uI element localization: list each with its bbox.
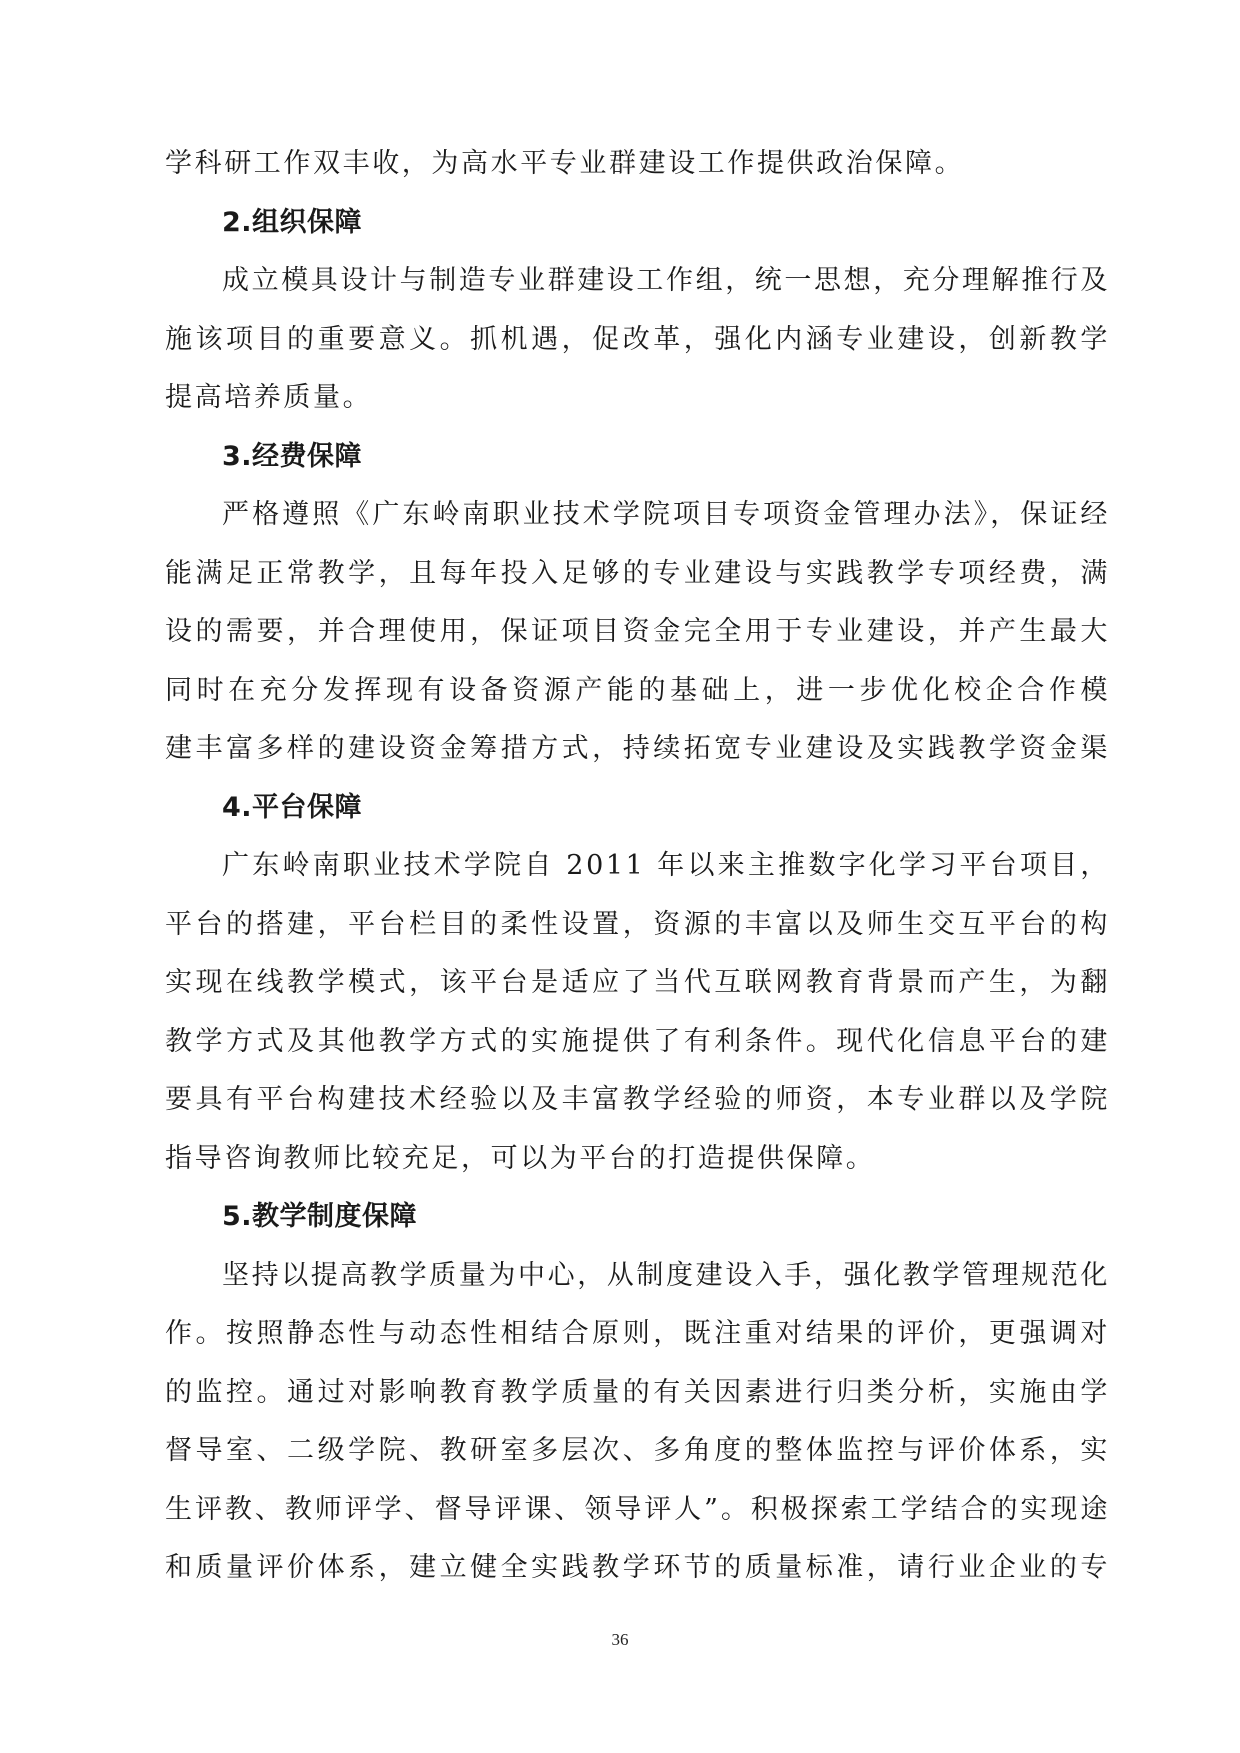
paragraph-line: 提高培养质量。	[165, 382, 373, 413]
paragraph-line: 实现在线教学模式，该平台是适应了当代互联网教育背景而产生，为翻	[165, 967, 1110, 998]
section-heading-funding: 3.经费保障	[222, 440, 363, 472]
paragraph-line: 教学方式及其他教学方式的实施提供了有利条件。现代化信息平台的建	[165, 1025, 1110, 1057]
paragraph-line: 学科研工作双丰收，为高水平专业群建设工作提供政治保障。	[165, 148, 965, 179]
page-number: 36	[611, 1630, 629, 1649]
paragraph-line: 要具有平台构建技术经验以及丰富教学经验的师资，本专业群以及学院	[165, 1084, 1110, 1115]
document-body	[165, 135, 1110, 1598]
paragraph-line: 的监控。通过对影响教育教学质量的有关因素进行归类分析，实施由学	[165, 1376, 1110, 1408]
section-heading-platform: 4.平台保障	[222, 791, 363, 823]
paragraph-line: 生评教、教师评学、督导评课、领导评人”。积极探索工学结合的实现途	[165, 1493, 1110, 1525]
paragraph-line: 坚持以提高教学质量为中心，从制度建设入手，强化教学管理规范化	[222, 1259, 1110, 1291]
paragraph-line: 成立模具设计与制造专业群建设工作组，统一思想，充分理解推行及	[222, 265, 1110, 296]
paragraph-line: 严格遵照《广东岭南职业技术学院项目专项资金管理办法》，保证经	[222, 499, 1110, 530]
paragraph-line: 能满足正常教学，且每年投入足够的专业建设与实践教学专项经费，满	[165, 557, 1110, 589]
paragraph-line: 施该项目的重要意义。抓机遇，促改革，强化内涵专业建设，创新教学	[165, 323, 1110, 355]
paragraph-line: 广东岭南职业技术学院自 2011 年以来主推数字化学习平台项目，	[222, 850, 1110, 881]
section-heading-teaching-system: 5.教学制度保障	[222, 1201, 418, 1232]
paragraph-line: 同时在充分发挥现有设备资源产能的基础上，进一步优化校企合作模	[165, 674, 1110, 706]
paragraph-line: 指导咨询教师比较充足，可以为平台的打造提供保障。	[165, 1142, 876, 1174]
paragraph-line: 作。按照静态性与动态性相结合原则，既注重对结果的评价，更强调对	[165, 1318, 1110, 1349]
paragraph-line: 设的需要，并合理使用，保证项目资金完全用于专业建设，并产生最大	[165, 616, 1110, 647]
paragraph-line: 平台的搭建，平台栏目的柔性设置，资源的丰富以及师生交互平台的构	[165, 908, 1110, 940]
paragraph-line: 建丰富多样的建设资金筹措方式，持续拓宽专业建设及实践教学资金渠	[165, 733, 1110, 764]
paragraph-line: 督导室、二级学院、教研室多层次、多角度的整体监控与评价体系，实	[165, 1435, 1110, 1466]
paragraph-line: 和质量评价体系，建立健全实践教学环节的质量标准，请行业企业的专	[165, 1552, 1110, 1583]
section-heading-organization: 2.组织保障	[222, 206, 363, 238]
